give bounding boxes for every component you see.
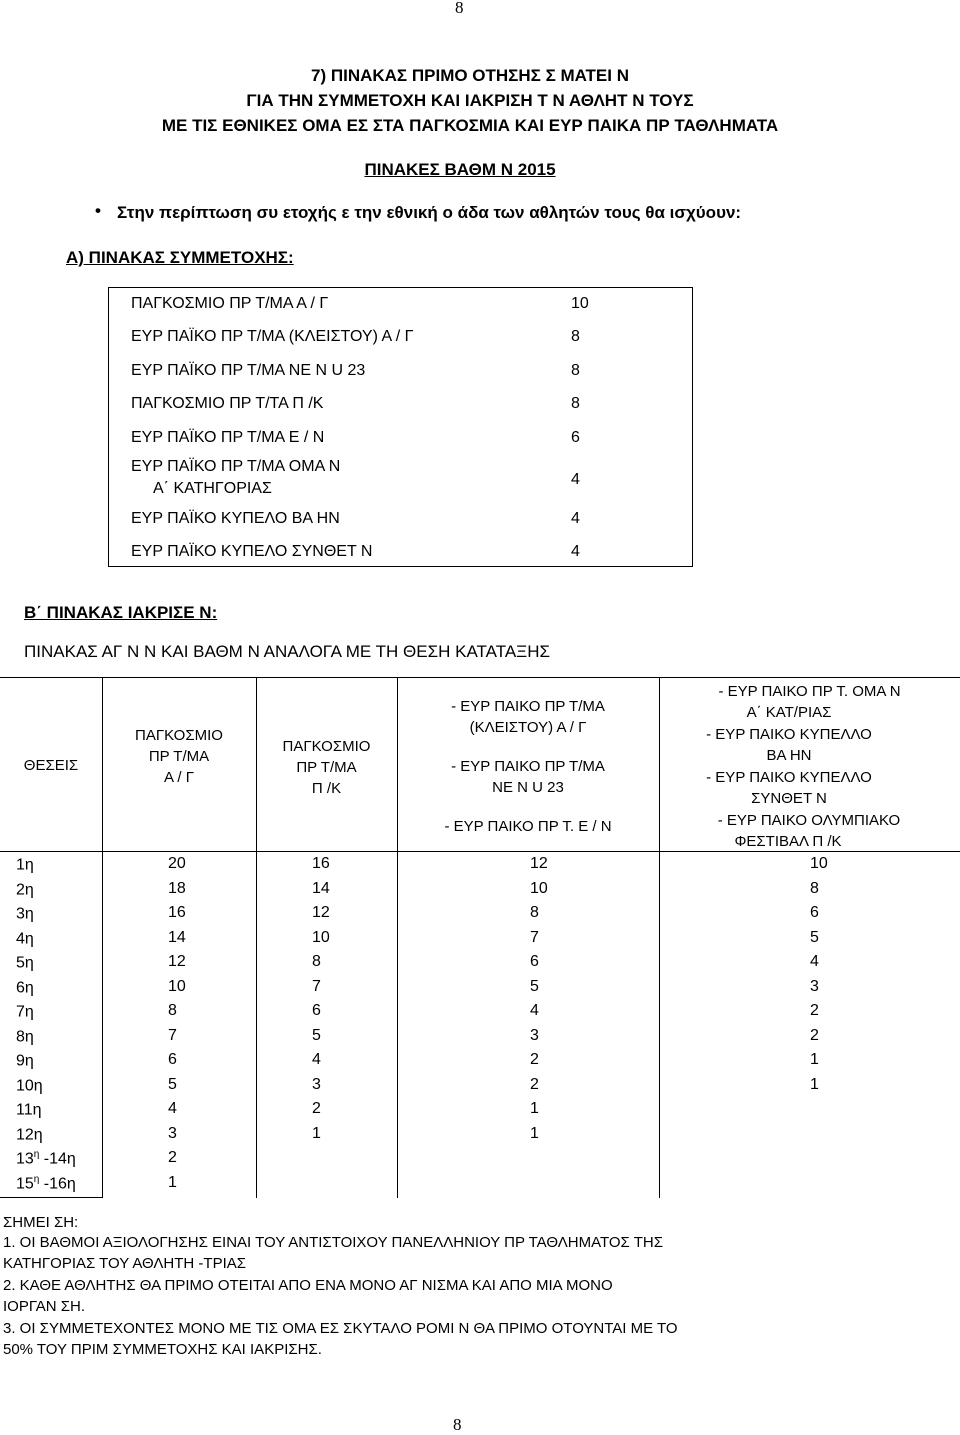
ranking-points-c1: 5 bbox=[168, 1075, 177, 1093]
ranking-points-c3: 4 bbox=[530, 1002, 539, 1019]
participation-name-line2: Α΄ ΚΑΤΗΓΟΡΙΑΣ bbox=[153, 480, 272, 497]
header-col2-line: Π /Κ bbox=[311, 780, 342, 797]
note-line: 3. ΟΙ ΣΥΜΜΕΤΕΧΟΝΤΕΣ ΜΟΝΟ ΜΕ ΤΙΣ ΟΜΑ ΕΣ ΣΚΥΤΑΛΟ ΡΟΜΙ Ν ΘΑ ΠΡΙΜΟ ΟΤΟΥΝΤΑΙ ΜΕ ΤΟ bbox=[3, 1320, 678, 1337]
ranking-points-c3: 2 bbox=[530, 1051, 539, 1068]
header-col1-line: ΠΡ Τ/ΜΑ bbox=[148, 748, 210, 765]
ranking-points-c2: 10 bbox=[312, 928, 330, 946]
participation-points: 8 bbox=[571, 395, 580, 412]
ranking-position bbox=[16, 953, 34, 972]
bullet-icon: • bbox=[95, 201, 101, 220]
participation-name: ΠΑΓΚΟΣΜΙΟ ΠΡ Τ/ΜΑ Α / Γ bbox=[131, 295, 329, 312]
ranking-position bbox=[16, 1051, 34, 1070]
ranking-position bbox=[16, 1125, 43, 1144]
header-col3-line: - ΕΥΡ ΠΑΙΚΟ ΠΡ Τ. Ε / Ν bbox=[444, 818, 612, 835]
header-col4-line: ΒΑ ΗΝ bbox=[766, 747, 812, 764]
participation-points: 8 bbox=[571, 328, 580, 345]
title-line-1: 7) ΠΙΝΑΚΑΣ ΠΡΙΜΟ ΟΤΗΣΗΣ Σ ΜΑΤΕΙ Ν bbox=[310, 66, 629, 85]
participation-name: ΕΥΡ ΠΑΪΚΟ ΠΡ Τ/ΜΑ ΝΕ Ν U 23 bbox=[131, 362, 366, 379]
ranking-points-c2: 6 bbox=[312, 1002, 321, 1019]
ranking-position-number: 5η bbox=[16, 954, 34, 972]
ranking-position-number: 15 bbox=[16, 1174, 34, 1192]
header-col4-line: - ΕΥΡ ΠΑΙΚΟ ΟΛΥΜΠΙΑΚΟ bbox=[717, 812, 901, 829]
section-a-heading: Α) ΠΙΝΑΚΑΣ ΣΥΜΜΕΤΟΧΗΣ: bbox=[66, 248, 294, 267]
ranking-position-number: 6η bbox=[16, 978, 34, 996]
title-line-3: ΜΕ ΤΙΣ ΕΘΝΙΚΕΣ ΟΜΑ ΕΣ ΣΤΑ ΠΑΓΚΟΣΜΙΑ ΚΑΙ ΕΥΡ ΠΑΙΚΑ ΠΡ ΤΑΘΛΗΜΑΤΑ bbox=[161, 116, 779, 135]
note-line: 2. ΚΑΘΕ ΑΘΛΗΤΗΣ ΘΑ ΠΡΙΜΟ ΟΤΕΙΤΑΙ ΑΠΟ ΕΝΑ ΜΟΝΟ ΑΓ ΝΙΣΜΑ ΚΑΙ ΑΠΟ ΜΙΑ ΜΟΝΟ bbox=[3, 1277, 613, 1294]
ranking-points-c4: 5 bbox=[810, 928, 819, 946]
ranking-points-c1: 12 bbox=[168, 953, 186, 970]
ranking-points-c2: 14 bbox=[312, 879, 330, 897]
ranking-points-c2: 16 bbox=[312, 855, 330, 872]
ranking-points-c1: 20 bbox=[168, 855, 186, 872]
subtitle: ΠΙΝΑΚΕΣ ΒΑΘΜ Ν 2015 bbox=[364, 160, 556, 179]
section-b-heading: Β΄ ΠΙΝΑΚΑΣ ΙΑΚΡΙΣΕ Ν: bbox=[24, 603, 218, 622]
ranking-position-number: 7η bbox=[16, 1003, 34, 1021]
header-col4-line: Α΄ ΚΑΤ/ΡΙΑΣ bbox=[746, 704, 832, 721]
header-col4-line: - ΕΥΡ ΠΑΙΚΟ ΚΥΠΕΛΛΟ bbox=[706, 726, 872, 743]
ranking-points-c3: 12 bbox=[530, 855, 548, 872]
ranking-points-c3: 10 bbox=[530, 879, 548, 897]
participation-name: ΕΥΡ ΠΑΪΚΟ ΚΥΠΕΛΟ ΣΥΝΘΕΤ Ν bbox=[131, 543, 373, 560]
ranking-points-c4: 4 bbox=[810, 953, 819, 970]
ranking-points-c2: 1 bbox=[312, 1124, 321, 1142]
header-col4-line: - ΕΥΡ ΠΑΙΚΟ ΚΥΠΕΛΛΟ bbox=[706, 769, 872, 786]
header-col4-line: ΦΕΣΤΙΒΑΛ Π /Κ bbox=[734, 833, 842, 850]
header-col3-line: (ΚΛΕΙΣΤΟΥ) Α / Γ bbox=[469, 719, 587, 736]
header-col2-line: ΠΑΓΚΟΣΜΙΟ bbox=[282, 738, 371, 755]
ranking-position bbox=[16, 1076, 43, 1095]
ranking-points-c1: 18 bbox=[168, 879, 186, 897]
ranking-position-number: 11η bbox=[16, 1101, 42, 1119]
header-col4-line: - ΕΥΡ ΠΑΙΚΟ ΠΡ Τ. ΟΜΑ Ν bbox=[718, 683, 901, 700]
header-col2-line: ΠΡ Τ/ΜΑ bbox=[296, 759, 357, 776]
ranking-position bbox=[16, 1174, 76, 1193]
ranking-points-c3: 2 bbox=[530, 1075, 539, 1093]
ranking-points-c1: 7 bbox=[168, 1026, 177, 1044]
ranking-points-c4: 2 bbox=[810, 1002, 819, 1019]
ranking-points-c4: 1 bbox=[810, 1075, 819, 1093]
bullet-text: Στην περίπτωση συ ετοχής ε την εθνική ο άδα των αθλητών τους θα ισχύουν: bbox=[117, 203, 742, 222]
participation-points: 8 bbox=[571, 362, 580, 379]
ranking-points-c1: 6 bbox=[168, 1051, 177, 1068]
ranking-position bbox=[16, 1002, 34, 1021]
ranking-position-number: 1η bbox=[16, 856, 34, 874]
ranking-points-c1: 8 bbox=[168, 1002, 177, 1019]
page-number-top: 8 bbox=[455, 0, 464, 17]
ranking-points-c1: 2 bbox=[168, 1149, 177, 1166]
ranking-position-number: 13 bbox=[16, 1150, 34, 1168]
ranking-position bbox=[16, 904, 34, 923]
ranking-position-suffix: -16η bbox=[39, 1174, 76, 1192]
ranking-points-c1: 1 bbox=[168, 1173, 177, 1191]
header-col1-line: Α / Γ bbox=[164, 769, 194, 786]
ranking-position-number: 9η bbox=[16, 1052, 34, 1070]
ranking-points-c3: 7 bbox=[530, 928, 539, 946]
ranking-position-superscript: η bbox=[33, 1173, 40, 1185]
ranking-points-c1: 14 bbox=[168, 928, 186, 946]
ranking-points-c4: 10 bbox=[810, 855, 828, 872]
ranking-points-c2: 12 bbox=[312, 904, 330, 921]
ranking-points-c2: 3 bbox=[312, 1075, 321, 1093]
header-col3-line: - ΕΥΡ ΠΑΙΚΟ ΠΡ Τ/ΜΑ bbox=[451, 698, 605, 715]
ranking-position bbox=[16, 1149, 76, 1168]
participation-points: 4 bbox=[571, 471, 580, 488]
ranking-points-c3: 1 bbox=[530, 1124, 539, 1142]
table-bottom-border bbox=[0, 1197, 102, 1198]
note-line: ΙΟΡΓΑΝ ΣΗ. bbox=[3, 1298, 86, 1315]
header-col1-line: ΠΑΓΚΟΣΜΙΟ bbox=[135, 727, 223, 744]
page-number-bottom: 8 bbox=[453, 1415, 462, 1434]
ranking-position-suffix: -14η bbox=[39, 1150, 76, 1168]
ranking-points-c2: 7 bbox=[312, 977, 321, 995]
ranking-position-number: 10η bbox=[16, 1076, 43, 1094]
participation-name: ΕΥΡ ΠΑΪΚΟ ΠΡ Τ/ΜΑ (ΚΛΕΙΣΤΟΥ) Α / Γ bbox=[131, 328, 414, 345]
ranking-points-c2: 5 bbox=[312, 1026, 321, 1044]
ranking-points-c4: 8 bbox=[810, 879, 819, 897]
ranking-points-c4: 3 bbox=[810, 977, 819, 995]
ranking-position-number: 12η bbox=[16, 1125, 43, 1143]
header-positions: ΘΕΣΕΙΣ bbox=[23, 757, 79, 774]
notes-title: ΣΗΜΕΙ ΣΗ: bbox=[3, 1214, 79, 1231]
header-col4-line: ΣΥΝΘΕΤ Ν bbox=[751, 790, 827, 807]
ranking-points-c3: 1 bbox=[530, 1100, 539, 1117]
ranking-points-c3: 6 bbox=[530, 953, 539, 970]
participation-name: ΕΥΡ ΠΑΪΚΟ ΠΡ Τ/ΜΑ ΟΜΑ Ν bbox=[131, 458, 341, 475]
header-col3-line: - ΕΥΡ ΠΑΙΚΟ ΠΡ Τ/ΜΑ bbox=[451, 758, 605, 775]
ranking-points-c1: 4 bbox=[168, 1100, 177, 1117]
ranking-points-c1: 16 bbox=[168, 904, 186, 921]
participation-points: 10 bbox=[571, 295, 589, 312]
note-line: 50% ΤΟΥ ΠΡΙΜ ΣΥΜΜΕΤΟΧΗΣ ΚΑΙ ΙΑΚΡΙΣΗΣ. bbox=[3, 1341, 322, 1358]
participation-points: 4 bbox=[571, 510, 580, 527]
ranking-points-c2: 2 bbox=[312, 1100, 321, 1117]
ranking-points-c3: 3 bbox=[530, 1026, 539, 1044]
ranking-points-c3: 8 bbox=[530, 904, 539, 921]
participation-table bbox=[108, 287, 693, 567]
ranking-position-number: 4η bbox=[16, 929, 34, 947]
note-line: 1. ΟΙ ΒΑΘΜΟΙ ΑΞΙΟΛΟΓΗΣΗΣ ΕΙΝΑΙ ΤΟΥ ΑΝΤΙΣΤΟΙΧΟΥ ΠΑΝΕΛΛΗΝΙΟΥ ΠΡ ΤΑΘΛΗΜΑΤΟΣ ΤΗΣ bbox=[3, 1234, 663, 1251]
ranking-points-c4: 6 bbox=[810, 904, 819, 921]
table-top-border bbox=[0, 677, 960, 678]
ranking-position-number: 8η bbox=[16, 1027, 34, 1045]
ranking-position bbox=[16, 1027, 34, 1046]
header-col3-line: ΝΕ Ν U 23 bbox=[492, 779, 564, 796]
ranking-position bbox=[16, 929, 34, 948]
ranking-points-c3: 5 bbox=[530, 977, 539, 995]
participation-points: 4 bbox=[571, 543, 580, 560]
ranking-points-c4: 1 bbox=[810, 1051, 819, 1068]
ranking-position-number: 3η bbox=[16, 905, 34, 923]
ranking-points-c4: 2 bbox=[810, 1026, 819, 1044]
ranking-points-c1: 3 bbox=[168, 1124, 177, 1142]
ranking-points-c2: 4 bbox=[312, 1051, 321, 1068]
section-b-subheading: ΠΙΝΑΚΑΣ ΑΓ Ν Ν ΚΑΙ ΒΑΘΜ Ν ΑΝΑΛΟΓΑ ΜΕ ΤΗ ΘΕΣΗ ΚΑΤΑΤΑΞΗΣ bbox=[24, 642, 551, 661]
participation-points: 6 bbox=[571, 429, 580, 446]
ranking-points-c2: 8 bbox=[312, 953, 321, 970]
ranking-position bbox=[16, 855, 34, 874]
ranking-position bbox=[16, 880, 34, 899]
ranking-position-superscript: η bbox=[33, 1149, 40, 1160]
ranking-position bbox=[16, 1100, 42, 1119]
ranking-points-c1: 10 bbox=[168, 977, 186, 995]
ranking-position bbox=[16, 978, 34, 997]
participation-name: ΕΥΡ ΠΑΪΚΟ ΠΡ Τ/ΜΑ Ε / Ν bbox=[131, 429, 325, 446]
ranking-position-number: 2η bbox=[16, 880, 34, 898]
participation-name: ΕΥΡ ΠΑΪΚΟ ΚΥΠΕΛΟ ΒΑ ΗΝ bbox=[131, 510, 340, 527]
title-line-2: ΓΙΑ ΤΗΝ ΣΥΜΜΕΤΟΧΗ ΚΑΙ ΙΑΚΡΙΣΗ Τ Ν ΑΘΛΗΤ Ν ΤΟΥΣ bbox=[246, 91, 694, 110]
participation-name: ΠΑΓΚΟΣΜΙΟ ΠΡ Τ/ΤΑ Π /Κ bbox=[131, 395, 324, 412]
note-line: ΚΑΤΗΓΟΡΙΑΣ ΤΟΥ ΑΘΛΗΤΗ -ΤΡΙΑΣ bbox=[3, 1255, 247, 1272]
